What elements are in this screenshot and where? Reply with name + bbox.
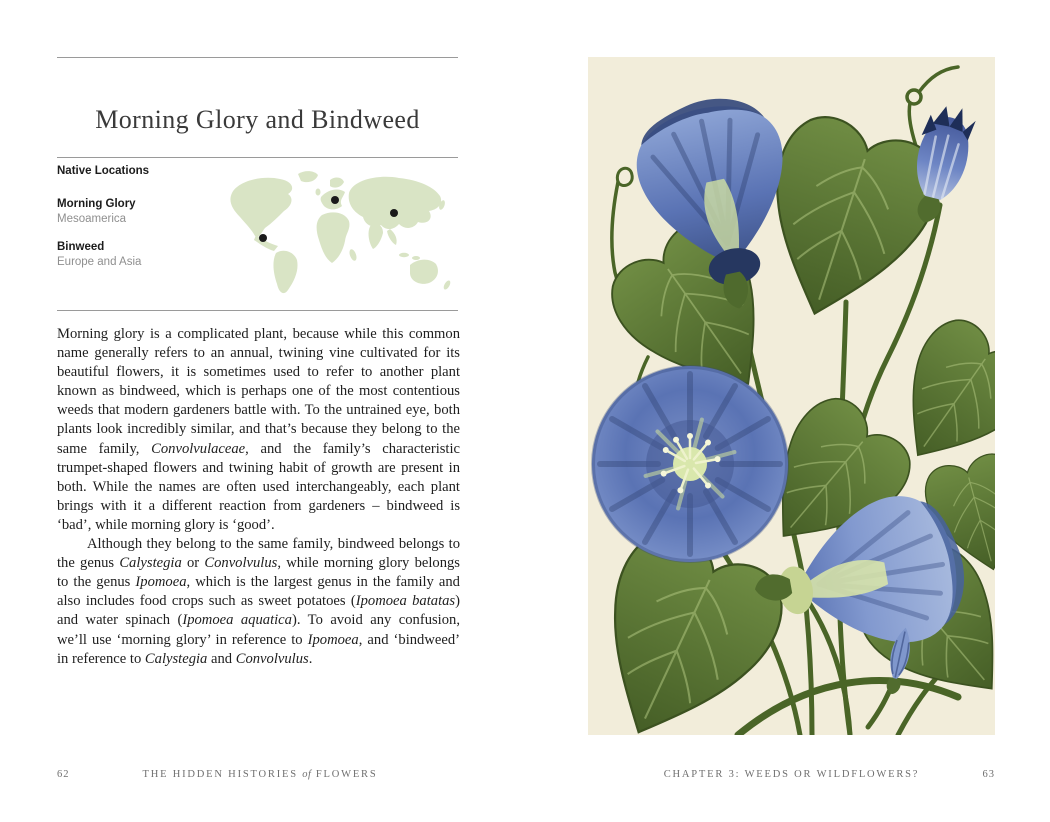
paragraph: Morning glory is a complicated plant, because while this common name generally refers to an annual, twining vine cultivated for its beautiful flowers, it is sometimes used to refer to another plant known as bindweed, which is perhaps one of the most contentious weeds that modern gardeners battle with. To the untrained eye, both plants look incredibly similar, and that’s because they belong to the same family, Convolvulaceae, and the family’s characteristic trumpet-shaped flowers and twining habit of growth are present in both. While the names are often used interchangeably, each plant brings with it a different reaction from gardeners – bindweed is ‘bad’, while morning glory is ‘good’. (57, 326, 461, 533)
native-location-name: Morning Glory (57, 198, 136, 210)
native-locations-heading: Native Locations (57, 165, 150, 177)
running-head-chapter: CHAPTER 3: WEEDS OR WILDFLOWERS? (663, 769, 920, 780)
title-bottom-rule (57, 157, 458, 158)
running-head-book-title: THE HIDDEN HISTORIES of FLOWERS (142, 769, 378, 780)
native-location-region: Mesoamerica (57, 213, 127, 225)
top-rule (57, 57, 458, 58)
map-bottom-rule (57, 310, 458, 311)
native-location-name: Binweed (57, 241, 105, 253)
body-text (57, 325, 460, 669)
world-map-svg (218, 167, 462, 305)
map-dot-europe (331, 196, 339, 204)
world-map (218, 167, 462, 305)
page-title: Morning Glory and Bindweed (95, 105, 420, 135)
paragraph: Although they belong to the same family, bindweed belongs to the genus Calystegia or Convolvulus, while morning glory belongs to the genus Ipomoea, which is the largest genus in the family and also includes food crops such as sweet potatoes (Ipomoea batatas) and water spinach (Ipomoea aquatica). To avoid any confusion, we’ll use ‘morning glory’ in reference to Ipomoea, and ‘bindweed’ in reference to Calystegia and Convolvulus. (57, 536, 460, 667)
left-page-number: 62 (57, 769, 70, 780)
morning-glory-illustration-svg (588, 57, 995, 735)
native-location-entry (57, 197, 136, 227)
right-page-number: 63 (982, 769, 995, 780)
face-on-flower (592, 366, 788, 562)
map-dot-mesoamerica (259, 234, 267, 242)
morning-glory-illustration (588, 57, 995, 735)
continents (230, 171, 451, 293)
map-dot-asia (390, 209, 398, 217)
native-location-entry (57, 240, 141, 270)
native-location-region: Europe and Asia (57, 256, 142, 268)
